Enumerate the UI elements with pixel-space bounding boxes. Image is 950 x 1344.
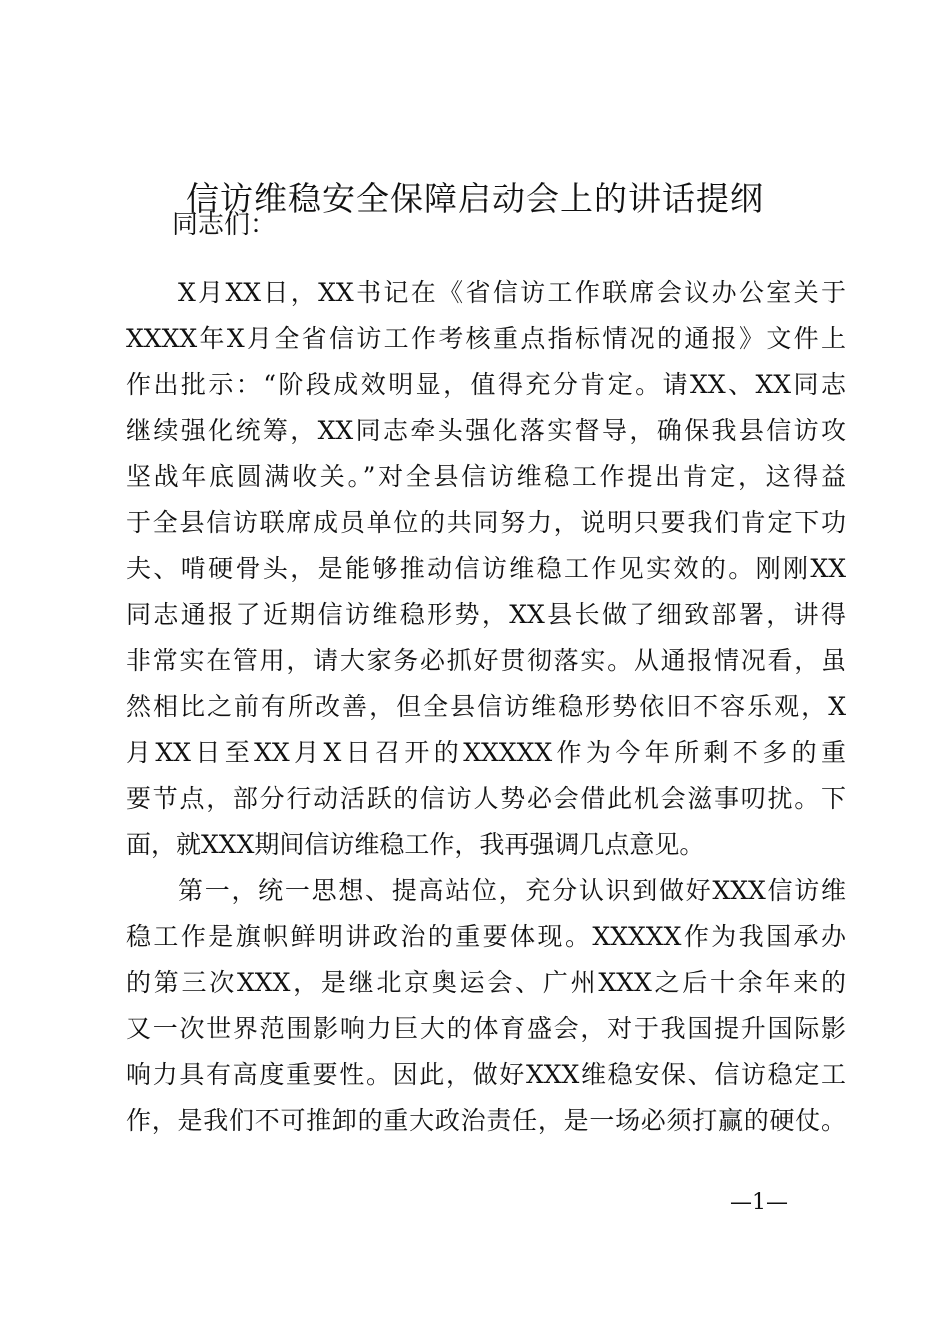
paragraph-line: 坚战年底圆满收关。”对全县信访维稳工作提出肯定，这得益 bbox=[126, 462, 846, 491]
salutation: 同志们： bbox=[172, 210, 277, 240]
paragraph-line: 同志通报了近期信访维稳形势，XX县长做了细致部署，讲得 bbox=[126, 600, 846, 629]
paragraph-line: X月XX日，XX书记在《省信访工作联席会议办公室关于 bbox=[178, 278, 846, 307]
paragraph-line: 继续强化统筹，XX同志牵头强化落实督导，确保我县信访攻 bbox=[126, 416, 846, 445]
paragraph-1 bbox=[126, 270, 846, 868]
paragraph-line: 第一，统一思想、提高站位，充分认识到做好XXX信访维 bbox=[178, 876, 846, 905]
paragraph-line: 又一次世界范围影响力巨大的体育盛会，对于我国提升国际影 bbox=[126, 1014, 846, 1043]
page-number: —1— bbox=[730, 1190, 788, 1215]
paragraph-line: 夫、啃硬骨头，是能够推动信访维稳工作见实效的。刚刚XX bbox=[126, 554, 846, 583]
paragraph-line: XXXX年X月全省信访工作考核重点指标情况的通报》文件上 bbox=[126, 324, 846, 353]
paragraph-line: 于全县信访联席成员单位的共同努力，说明只要我们肯定下功 bbox=[126, 508, 846, 537]
paragraph-line: 稳工作是旗帜鲜明讲政治的重要体现。XXXXX作为我国承办 bbox=[126, 922, 846, 951]
paragraph-line: 作出批示：“阶段成效明显，值得充分肯定。请XX、XX同志 bbox=[126, 370, 846, 399]
paragraph-line: 月XX日至XX月X日召开的XXXXX作为今年所剩不多的重 bbox=[126, 738, 846, 767]
document-title: 信访维稳安全保障启动会上的讲话提纲 bbox=[186, 179, 764, 218]
paragraph-line: 响力具有高度重要性。因此，做好XXX维稳安保、信访稳定工 bbox=[126, 1060, 846, 1089]
paragraph-line: 面，就XXX期间信访维稳工作，我再强调几点意见。 bbox=[126, 830, 705, 859]
paragraph-line: 的第三次XXX，是继北京奥运会、广州XXX之后十余年来的 bbox=[126, 968, 846, 997]
paragraph-line: 作，是我们不可推卸的重大政治责任，是一场必须打赢的硬仗。 bbox=[126, 1106, 846, 1135]
paragraph-2 bbox=[126, 868, 846, 1144]
paragraph-line: 要节点，部分行动活跃的信访人势必会借此机会滋事叨扰。下 bbox=[126, 784, 846, 813]
paragraph-line: 非常实在管用，请大家务必抓好贯彻落实。从通报情况看，虽 bbox=[126, 646, 846, 675]
paragraph-line: 然相比之前有所改善，但全县信访维稳形势依旧不容乐观，X bbox=[126, 692, 846, 721]
